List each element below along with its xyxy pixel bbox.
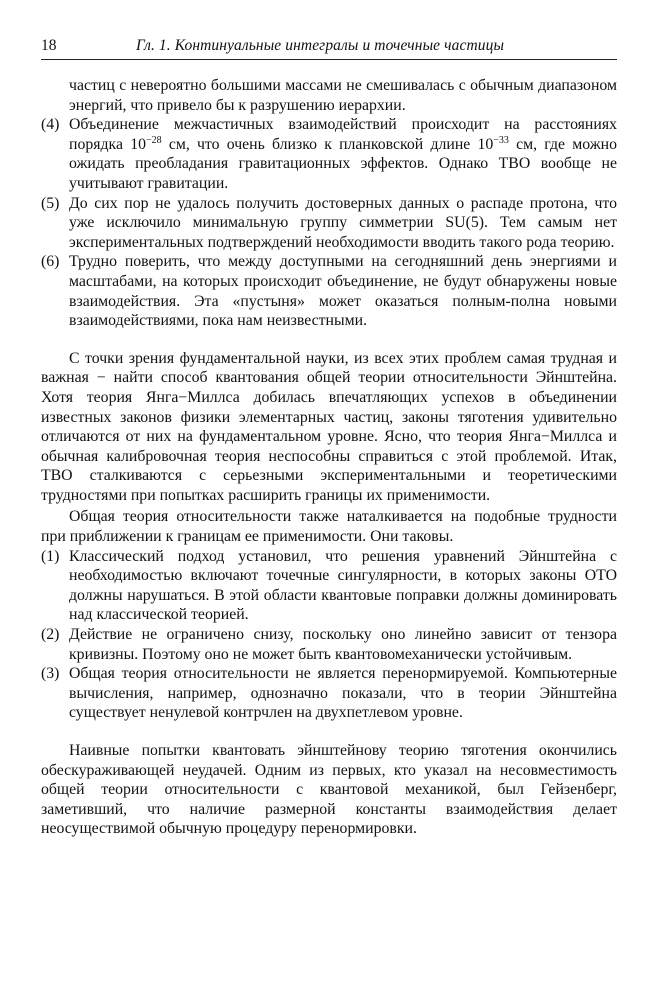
list-item-text: Трудно поверить, что между доступными на сегодняшний день энергиями и масштабами, на которых происходит объединение, не будут обнаружены новые взаимодействия. Эта «пустыня» может оказаться полным-полна новыми взаимодействиями, пока нам неизвестными. (69, 253, 617, 330)
list-item-number: (4) (41, 116, 60, 134)
list-item-1 (41, 547, 617, 625)
list-item-5 (41, 194, 617, 253)
list-item-text: Действие не ограничено снизу, поскольку оно линейно зависит от тензора кривизны. Поэтому оно не может быть квантовомеханически устойчивым. (69, 626, 617, 663)
list-item-6 (41, 252, 617, 330)
exponent: −28 (146, 134, 162, 146)
list-item-2 (41, 625, 617, 664)
list-item-text: Объединение межчастичных взаимодействий происходит на расстояниях порядка $10^{-28}$ см, что очень близко к планковской длине $10^{-33}$ см, где можно ожидать преобладания гравитационных эффектов. Однако ТВО вообще не учитывают гравитации. (69, 116, 617, 192)
chapter-title: Гл. 1. Континуальные интегралы и точечные частицы (136, 37, 505, 54)
list-item-number: (1) (41, 547, 60, 565)
list-item-number: (2) (41, 626, 60, 644)
paragraph: С точки зрения фундаментальной науки, из всех этих проблем самая трудная и важная − найти способ квантования общей теории относительности Эйнштейна. Хотя теория Янга−Миллса добилась впечатляющих успехов в объединении известных законов физики элементарных частиц, законы тяготения удивительно отличаются от них на фундаментальном уровне. Ясно, что теория Янга−Миллса и обычная калибровочная теория неспособны справиться с этой проблемой. Итак, ТВО сталкиваются с серьезными экспериментальными и теоретическими трудностями при попытках расширить границы их применимости. (41, 349, 617, 504)
running-head (41, 36, 617, 60)
list-item-text: Общая теория относительности не является перенормируемой. Компьютерные вычисления, например, однозначно показали, что в теории Эйнштейна существует ненулевой контрчлен на двухпетлевом уровне. (69, 665, 617, 722)
list-item-number: (5) (41, 194, 60, 212)
list-item-number: (3) (41, 665, 60, 683)
continuation-text: частиц с невероятно большими массами не смешивалась с обычным диапазоном энергий, что привело бы к разрушению иерархии. (69, 77, 617, 114)
paragraph: Общая теория относительности также наталкивается на подобные трудности при приближении к границам ее применимости. Они таковы. (41, 508, 617, 546)
body-text (41, 76, 617, 839)
list-item-number: (6) (41, 253, 60, 271)
exponent: −33 (493, 134, 509, 146)
list-item-3 (41, 664, 617, 723)
list-item-text: До сих пор не удалось получить достоверных данных о распаде протона, что уже исключило минимальную группу симметрии SU(5). Тем самым нет экспериментальных подтверждений необходимости вводить такого рода теорию. (69, 194, 617, 251)
list-item-4 (41, 115, 617, 193)
page-number: 18 (41, 37, 57, 54)
paragraph: Наивные попытки квантовать эйнштейнову теорию тяготения окончились обескураживающей неудачей. Одним из первых, кто указал на несовместимость общей теории относительности с квантовой механикой, был Гейзенберг, заметивший, что наличие размерной константы взаимодействия делает неосуществимой обычную процедуру перенормировки. (41, 742, 617, 838)
list-item-text: Классический подход установил, что решения уравнений Эйнштейна с необходимостью включают точечные сингулярности, в которых законы ОТО должны нарушаться. В этой области квантовые поправки должны доминировать над классической теорией. (69, 547, 617, 624)
